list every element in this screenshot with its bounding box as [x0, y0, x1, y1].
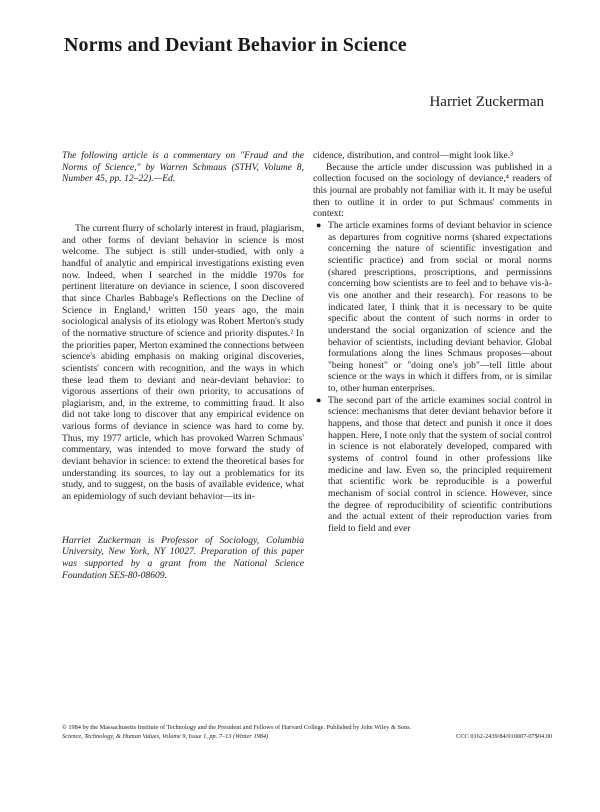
bullet-item — [313, 220, 552, 395]
article-title: Norms and Deviant Behavior in Science — [64, 34, 407, 56]
left-column — [62, 150, 304, 581]
body-paragraph: The current flurry of scholarly interest in fraud, plagiarism, and other forms of deviant behavior in science is most welcome. The subject is still under-studied, with only a handful of analytic and empirical investigations existing even now. Indeed, when I searched in the middle 1970s for pertinent literature on deviance in science, I soon discovered that since Charles Babbage's Reflections on the Decline of Science in England,¹ written 150 years ago, the main sociological analysis of its etiology was Robert Merton's study of the normative structure of science and priority disputes.² In the priorities paper, Merton examined the connections between science's abiding emphasis on making original discoveries, scientists' concern with recognition, and the ways in which these lead them to deviant and near-deviant behavior: to vigorous assertions of their own priority, to accusations of plagiarism, and, in the extreme, to committing fraud. It also did not take long to discover that any empirical evidence on various forms of deviance in science was hard to come by. Thus, my 1977 article, which has provoked Warren Schmaus' commentary, was intended to move forward the study of deviant behavior in science: to extend the theoretical bases for understanding its sources, to lay out a problematics for its study, and to suggest, on the basis of available evidence, what an epidemiology of such deviant behavior—its in- — [62, 222, 304, 503]
bullet-text: The second part of the article examines social control in science: mechanisms that deter deviant behavior before it happens, and those that detect and punish it once it does happen. Here, I note only that the system of social control in science is not elaborately developed, compared with systems of control found in other professions like medicine and law. Even so, the principled requirement that scientific work be reproducible is a powerful mechanism of social control in science. However, since the degree of reproducibility of scientific contributions and the actual extent of their reproduction varies from field to field and ever — [328, 394, 552, 534]
bullet-icon: ● — [316, 219, 322, 230]
bullet-text: The article examines forms of deviant behavior in science as departures from cognitive norms (shared expectations concerning the nature of scientific investigation and scientific practice) and from social or moral norms (shared prescriptions, proscriptions, and permissions concerning how scientists are to feel and to behave vis-à-vis one another and their research). For reasons to be indicated later, I think that it is necessary to be quite specific about the content of such norms in order to understand the social organization of science and the behavior of scientists, including deviant behavior. Global formulations along the lines Schmaus proposes—about "being honest" or "doing one's job"—tell little about science or the ways in which it differs from, or is similar to, other human enterprises. — [328, 219, 552, 395]
body-paragraph: Because the article under discussion was published in a collection focused on the sociology of deviance,⁴ readers of this journal are probably not familiar with it. It may be useful then to outline it in order to put Schmaus' comments in context: — [313, 161, 552, 220]
author-name: Harriet Zuckerman — [429, 94, 544, 110]
journal-citation: Science, Technology, & Human Values, Volume 9, Issue 1, pp. 7–13 (Winter 1984) — [62, 733, 269, 740]
editor-note: The following article is a commentary on "Fraud and the Norms of Science," by Warren Schmaus (STHV, Volume 8, Number 45, pp. 12–22).—Ed. — [62, 150, 304, 185]
author-footnote: Harriet Zuckerman is Professor of Sociology, Columbia University, New York, NY 10027. Preparation of this paper was supported by a grant from the National Science Foundation SES-80-08609. — [62, 534, 304, 581]
copyright-line — [62, 724, 552, 731]
copyright-text: © 1984 by the Massachusetts Institute of Technology and the President and Fellows of Harvard College. Published by John Wiley & Sons. — [62, 724, 412, 731]
citation-line — [62, 733, 552, 740]
bullet-item — [313, 395, 552, 535]
bullet-icon: ● — [316, 394, 322, 405]
body-paragraph-continuation: cidence, distribution, and control—might look like.³ — [313, 150, 514, 161]
article-code: CCC 0162-2439/84/010007-07$04.00 — [456, 733, 552, 740]
right-column — [313, 150, 552, 535]
